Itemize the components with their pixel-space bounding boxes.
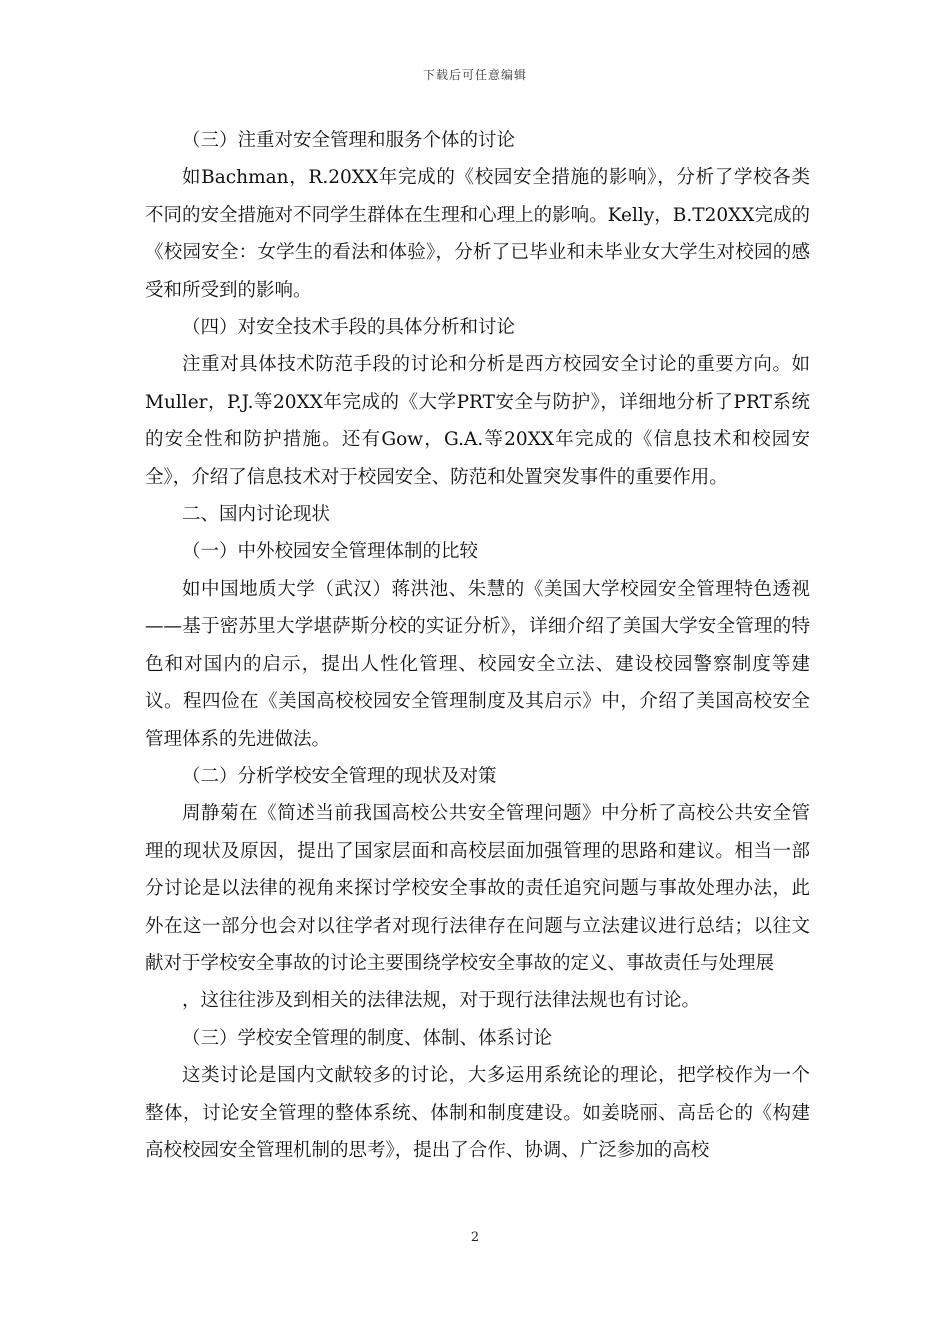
subsection-heading: （三）注重对安全管理和服务个体的讨论 bbox=[182, 130, 516, 151]
section-heading: 二、国内讨论现状 bbox=[182, 504, 331, 526]
body-paragraph: 这类讨论是国内文献较多的讨论，大多运用系统论的理论，把学校作为一个整体，讨论安全管理的整体系统、体制和制度建设。如姜晓丽、高岳仑的《构建高校校园安全管理机制的思考》，提出了合作、协调、广泛参加的高校 bbox=[145, 1065, 810, 1161]
body-paragraph: 注重对具体技术防范手段的讨论和分析是西方校园安全讨论的重要方向。如Muller，P.J.等20XX年完成的《大学PRT安全与防护》，详细地分析了PRT系统的安全性和防护措施。还有Gow，G.A.等20XX年完成的《信息技术和校园安全》，介绍了信息技术对于校园安全、防范和处置突发事件的重要作用。 bbox=[145, 354, 810, 488]
document-body bbox=[145, 122, 810, 1169]
body-paragraph: 周静菊在《简述当前我国高校公共安全管理问题》中分析了高校公共安全管理的现状及原因，提出了国家层面和高校层面加强管理的思路和建议。相当一部分讨论是以法律的视角来探讨学校安全事故的责任追究问题与事故处理办法，此外在这一部分也会对以往学者对现行法律存在问题与立法建议进行总结；以往文献对于学校安全事故的讨论主要围绕学校安全事故的定义、事故责任与处理展 bbox=[145, 803, 810, 974]
body-paragraph: 如Bachman，R.20XX年完成的《校园安全措施的影响》，分析了学校各类不同的安全措施对不同学生群体在生理和心理上的影响。Kelly，B.T20XX完成的《校园安全：女学生的看法和体验》，分析了已毕业和未毕业女大学生对校园的感受和所受到的影响。 bbox=[145, 167, 810, 301]
page-number: 2 bbox=[470, 1230, 480, 1245]
subsection-heading: （二）分析学校安全管理的现状及对策 bbox=[182, 765, 497, 787]
subsection-heading: （三）学校安全管理的制度、体制、体系讨论 bbox=[182, 1027, 553, 1049]
subsection-heading: （一）中外校园安全管理体制的比较 bbox=[182, 541, 479, 563]
body-paragraph: ，这往往涉及到相关的法律法规，对于现行法律法规也有讨论。 bbox=[182, 990, 701, 1012]
subsection-heading: （四）对安全技术手段的具体分析和讨论 bbox=[182, 317, 516, 339]
body-paragraph: 如中国地质大学（武汉）蒋洪池、朱慧的《美国大学校园安全管理特色透视——基于密苏里大学堪萨斯分校的实证分析》，详细介绍了美国大学安全管理的特色和对国内的启示，提出人性化管理、校园安全立法、建设校园警察制度等建议。程四俭在《美国高校校园安全管理制度及其启示》中，介绍了美国高校安全管理体系的先进做法。 bbox=[145, 578, 810, 750]
page-header: 下载后可任意编辑 bbox=[422, 68, 527, 82]
